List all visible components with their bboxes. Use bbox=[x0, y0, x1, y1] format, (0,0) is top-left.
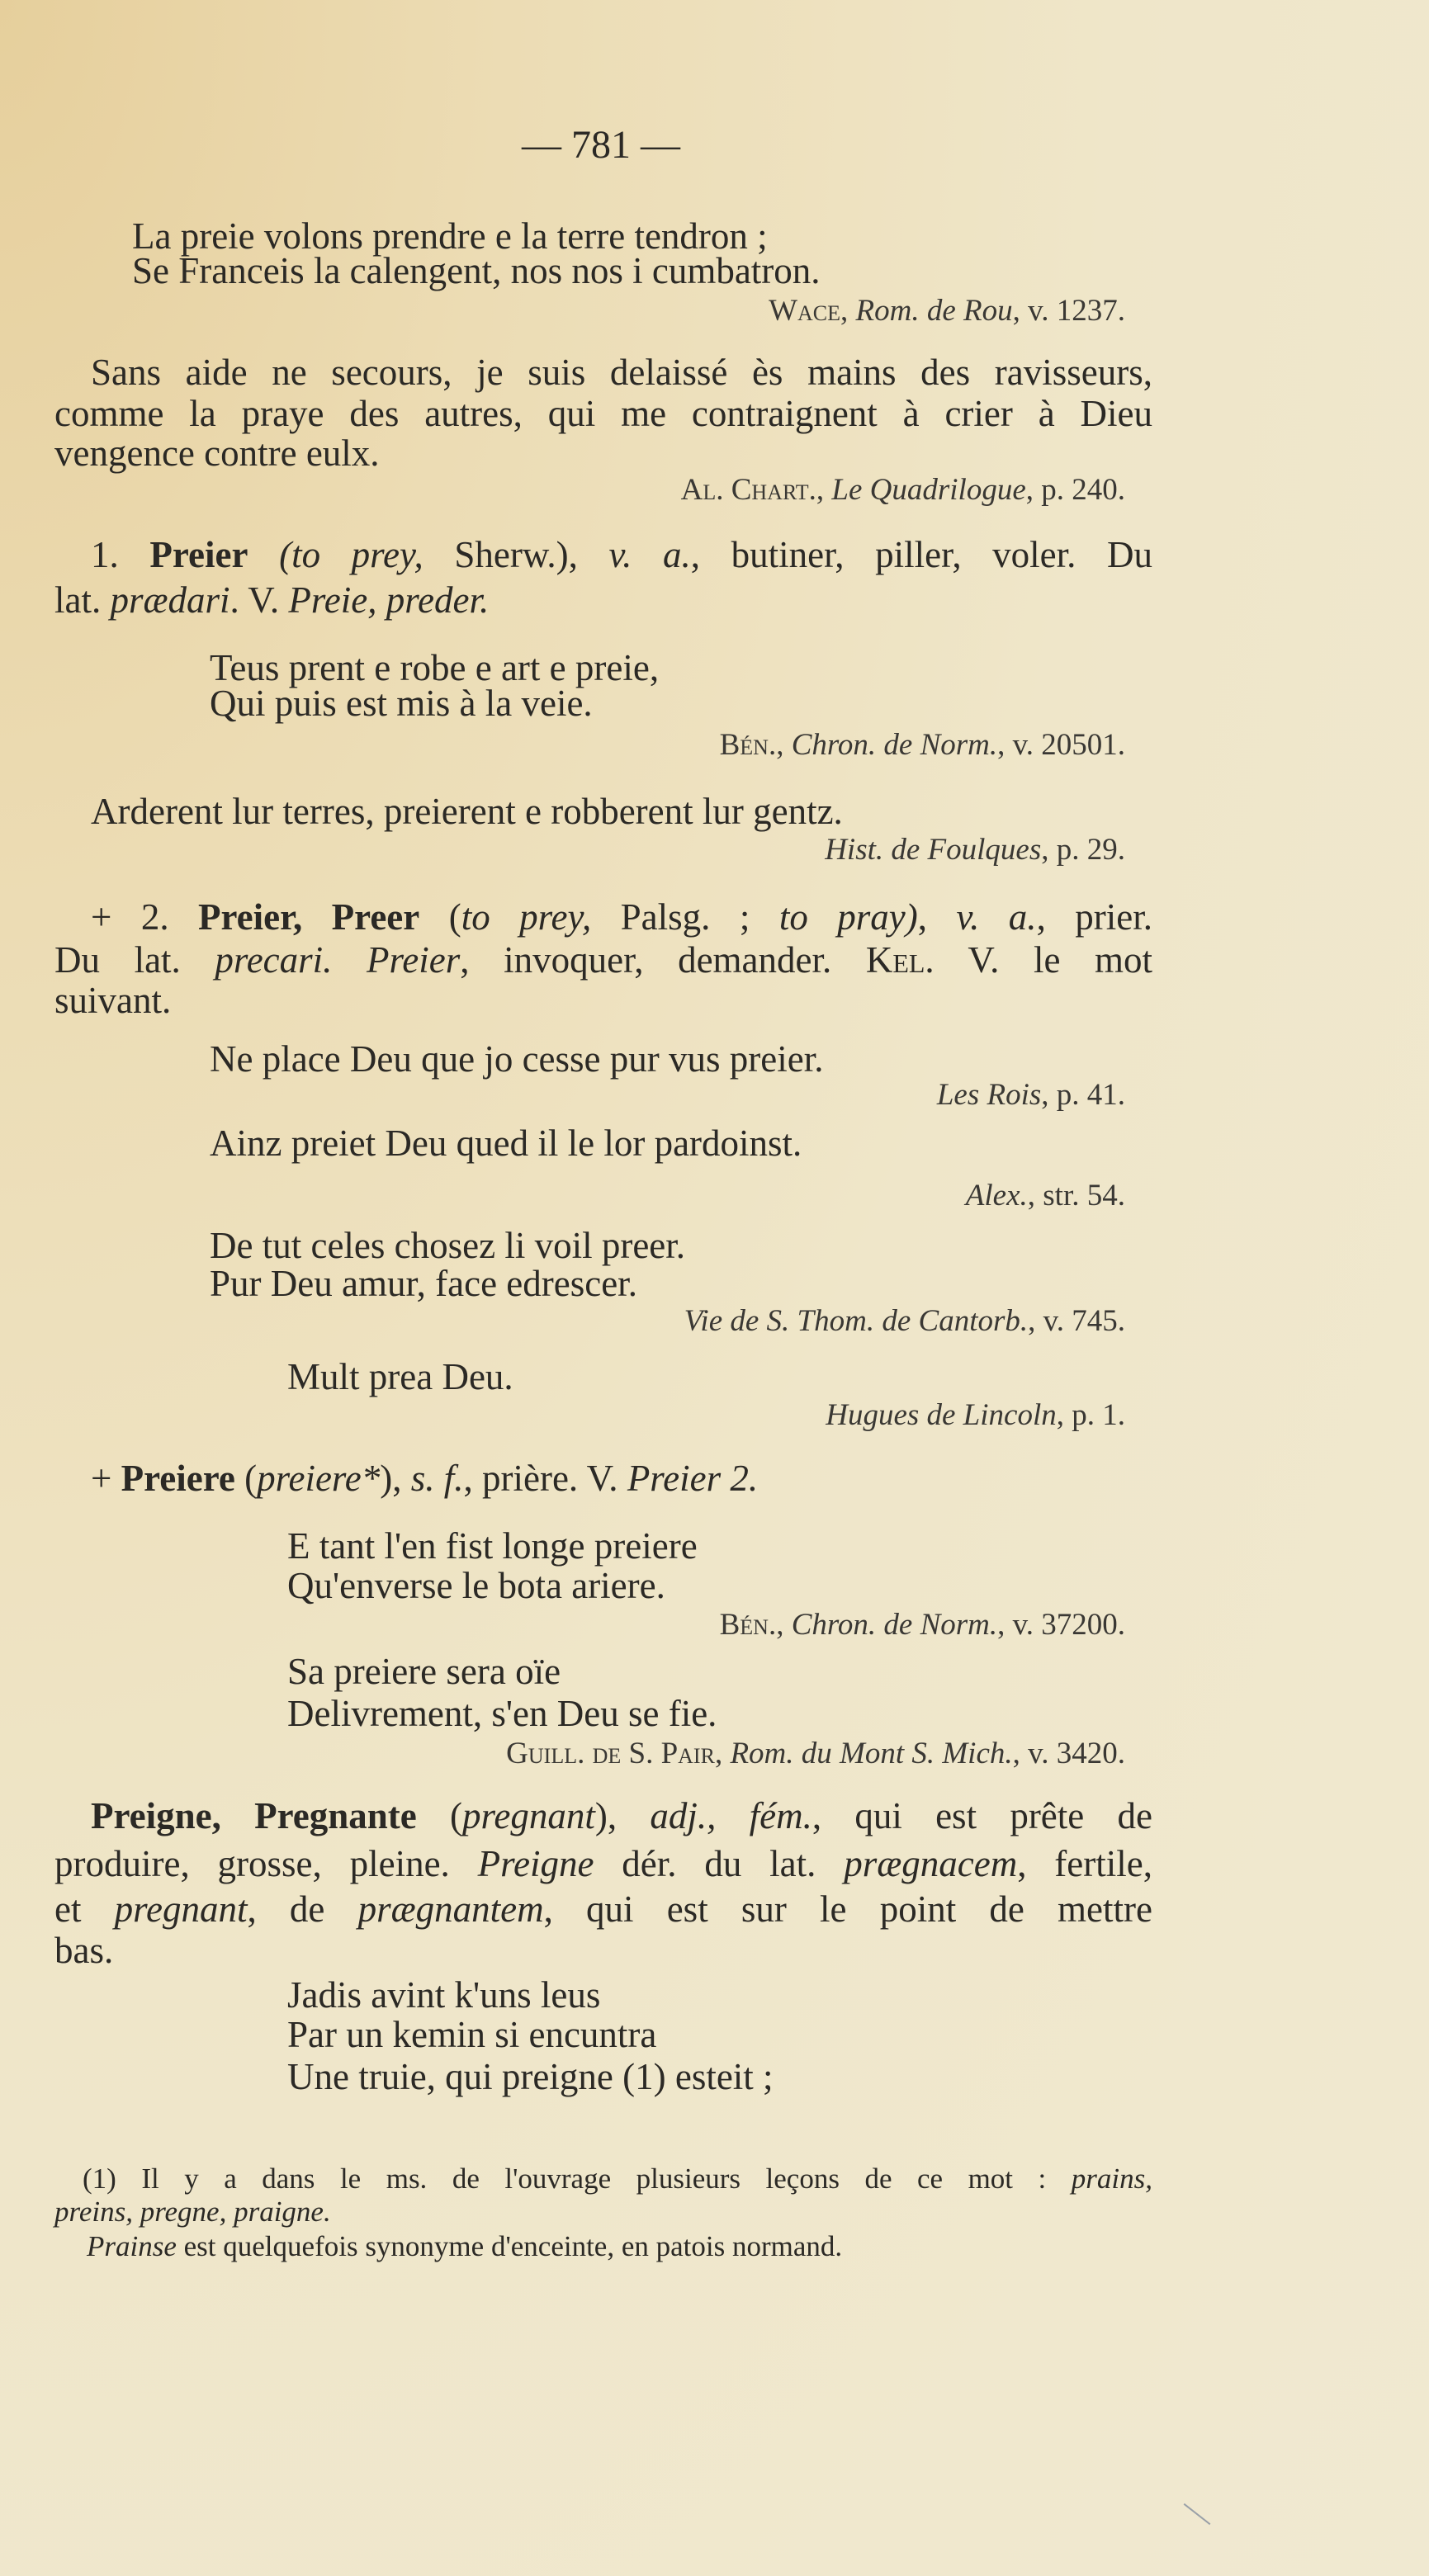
citation-title: Alex. bbox=[965, 1179, 1028, 1212]
text: et bbox=[54, 1888, 115, 1930]
text: V. le mot bbox=[934, 939, 1152, 981]
headword: Preiere bbox=[121, 1458, 235, 1499]
english-gloss: to pray) bbox=[778, 896, 918, 938]
citation-sep: , bbox=[776, 1608, 792, 1642]
entry-marker: + bbox=[91, 1458, 121, 1499]
prose-line: vengence contre eulx. bbox=[54, 432, 380, 474]
latin-word: prægnacem bbox=[844, 1843, 1018, 1884]
footnote-text: (1) Il y a dans le ms. de l'ouvrage plusieurs leçons de ce mot : bbox=[83, 2162, 1072, 2195]
prose-line: Sans aide ne secours, je suis delaissé ès mains des ravisseurs, bbox=[91, 352, 1152, 393]
definition: , prière. V. bbox=[463, 1458, 627, 1499]
citation-author: Al. Chart. bbox=[680, 473, 816, 507]
text: ( bbox=[416, 1795, 463, 1836]
grammar: v. a. bbox=[608, 534, 691, 575]
citation bbox=[681, 471, 1125, 509]
english-gloss: (to prey, bbox=[279, 534, 423, 575]
variant: prains, bbox=[1071, 2162, 1152, 2195]
verse-line: Une truie, qui preigne (1) esteit ; bbox=[287, 2056, 774, 2097]
text: . V. bbox=[229, 579, 289, 621]
footnote-line bbox=[87, 2229, 842, 2264]
text: , qui est sur le point de mettre bbox=[543, 1888, 1152, 1930]
headword: Preier, Preer bbox=[198, 896, 420, 938]
cross-ref: Preie, preder. bbox=[288, 579, 490, 621]
verse-line: E tant l'en fist longe preiere bbox=[287, 1525, 698, 1567]
citation bbox=[720, 1606, 1125, 1644]
prose-line: Arderent lur terres, preierent e robberent lur gentz. bbox=[91, 791, 843, 832]
citation-sep: , bbox=[840, 294, 856, 328]
verse-line: Se Franceis la calengent, nos nos i cumbatron. bbox=[132, 250, 821, 291]
citation-title: Chron. de Norm. bbox=[791, 728, 998, 762]
citation-title: Les Rois bbox=[936, 1078, 1042, 1112]
definition: , butiner, piller, voler. Du bbox=[690, 534, 1152, 575]
citation-ref: , v. 745. bbox=[1028, 1304, 1125, 1338]
citation-title: Vie de S. Thom. de Cantorb. bbox=[684, 1304, 1029, 1338]
grammar: s. f. bbox=[410, 1458, 464, 1499]
text: ( bbox=[419, 896, 461, 938]
text: , fertile, bbox=[1017, 1843, 1152, 1884]
word: Prainse bbox=[87, 2230, 177, 2262]
citation-sep: , bbox=[816, 473, 832, 507]
text: produire, grosse, pleine. bbox=[54, 1843, 478, 1884]
latin-word: precari. Preier bbox=[215, 939, 461, 981]
citation-sep: , bbox=[776, 728, 792, 762]
citation bbox=[937, 1076, 1125, 1114]
verse-line: Par un kemin si encuntra bbox=[287, 2014, 657, 2055]
citation bbox=[684, 1302, 1125, 1340]
prose-line bbox=[54, 1841, 1152, 1886]
text: lat. bbox=[54, 579, 111, 621]
footnote-text: est quelquefois synonyme d'enceinte, en patois normand. bbox=[176, 2230, 843, 2262]
citation-ref: , str. 54. bbox=[1027, 1179, 1125, 1212]
citation-ref: , v. 20501. bbox=[997, 728, 1125, 762]
verse-line: Jadis avint k'uns leus bbox=[287, 1974, 601, 2016]
prose-line bbox=[54, 1887, 1152, 1931]
definition: , qui est prête de bbox=[812, 1795, 1152, 1836]
verse-line: Qu'enverse le bota ariere. bbox=[287, 1565, 665, 1606]
entry-number: + 2. bbox=[91, 896, 199, 938]
word: Preigne bbox=[477, 1843, 594, 1884]
text: ), bbox=[380, 1458, 411, 1499]
verse-line: Ne place Deu que jo cesse pur vus preier. bbox=[210, 1038, 824, 1080]
citation-title: Hist. de Foulques bbox=[825, 833, 1042, 867]
cross-ref: Preier 2. bbox=[627, 1458, 759, 1499]
citation-title: Le Quadrilogue bbox=[831, 473, 1026, 507]
headword: Preigne, Pregnante bbox=[91, 1795, 417, 1836]
citation-title: Chron. de Norm. bbox=[791, 1608, 998, 1642]
citation-author: Bén. bbox=[719, 1608, 777, 1642]
prose-line: comme la praye des autres, qui me contraignent à crier à Dieu bbox=[54, 393, 1152, 434]
citation bbox=[769, 292, 1125, 330]
citation-title: Hugues de Lincoln bbox=[826, 1398, 1057, 1432]
pencil-mark bbox=[1184, 2503, 1211, 2525]
entry-etymology bbox=[54, 938, 1152, 982]
citation-title: Rom. du Mont S. Mich. bbox=[730, 1737, 1013, 1770]
text: , invoquer, demander. bbox=[460, 939, 866, 981]
citation bbox=[720, 726, 1125, 764]
footnote bbox=[83, 2162, 1152, 2196]
prose-line: suivant. bbox=[54, 980, 172, 1021]
entry-number: 1. bbox=[91, 534, 150, 575]
entry-etymology bbox=[54, 578, 489, 622]
headword: Preier bbox=[149, 534, 248, 575]
citation-sep: , bbox=[714, 1737, 731, 1770]
citation bbox=[825, 831, 1125, 869]
verse-line: De tut celes chosez li voil preer. bbox=[210, 1225, 686, 1266]
prose-line: bas. bbox=[54, 1930, 114, 1971]
text: Du lat. bbox=[54, 939, 215, 981]
verse-line: Delivrement, s'en Deu se fie. bbox=[287, 1693, 717, 1734]
entry-preiere bbox=[91, 1456, 758, 1501]
latin-word: prædari bbox=[110, 579, 230, 621]
text: Palsg. ; bbox=[591, 896, 779, 938]
page-number: — 781 — bbox=[522, 123, 680, 167]
citation bbox=[506, 1735, 1125, 1773]
citation-ref: , v. 3420. bbox=[1012, 1737, 1125, 1770]
verse-line: Sa preiere sera oïe bbox=[287, 1651, 561, 1692]
grammar: adj., fém. bbox=[650, 1795, 812, 1836]
citation-ref: , p. 1. bbox=[1056, 1398, 1125, 1432]
citation-title: Rom. de Rou bbox=[855, 294, 1013, 328]
verse-line: Teus prent e robe e art e preie, bbox=[210, 647, 660, 688]
citation bbox=[826, 1397, 1125, 1435]
citation-author: Wace bbox=[769, 294, 841, 328]
verse-line: Mult prea Deu. bbox=[287, 1356, 513, 1397]
citation-ref: , p. 240. bbox=[1025, 473, 1125, 507]
citation-ref: , p. 41. bbox=[1041, 1078, 1125, 1112]
english-gloss: preiere* bbox=[257, 1458, 381, 1499]
entry-preier-2 bbox=[91, 895, 1152, 939]
verse-line: Qui puis est mis à la veie. bbox=[210, 683, 593, 724]
text: dér. du lat. bbox=[594, 1843, 845, 1884]
citation-ref: , v. 37200. bbox=[997, 1608, 1125, 1642]
definition: , prier. bbox=[1036, 896, 1152, 938]
latin-word: prægnantem bbox=[357, 1888, 544, 1930]
english-gloss: to prey, bbox=[461, 896, 592, 938]
citation bbox=[966, 1177, 1125, 1215]
citation-ref: , p. 29. bbox=[1041, 833, 1125, 867]
citation-author: Bén. bbox=[719, 728, 777, 762]
citation-ref: , v. 1237. bbox=[1012, 294, 1125, 328]
text: , bbox=[917, 896, 957, 938]
text bbox=[248, 534, 279, 575]
verse-line: Ainz preiet Deu qued il le lor pardoinst. bbox=[210, 1123, 802, 1164]
text: ( bbox=[234, 1458, 258, 1499]
entry-preier-1 bbox=[91, 532, 1152, 577]
variant: preins, pregne, praigne. bbox=[54, 2196, 331, 2228]
verse-line: Pur Deu amur, face edrescer. bbox=[210, 1263, 637, 1304]
english-word: pregnant bbox=[114, 1888, 248, 1930]
text: Sherw.), bbox=[423, 534, 609, 575]
verse-line: La preie volons prendre e la terre tendron ; bbox=[132, 215, 768, 257]
english-gloss: pregnant bbox=[462, 1795, 595, 1836]
source-abbrev: Kel. bbox=[865, 939, 935, 981]
text: ), bbox=[594, 1795, 651, 1836]
citation-author: Guill. de S. Pair bbox=[506, 1737, 715, 1770]
grammar: v. a. bbox=[956, 896, 1037, 938]
footnote-variants bbox=[54, 2195, 331, 2229]
entry-preigne bbox=[91, 1794, 1152, 1838]
text: , de bbox=[247, 1888, 358, 1930]
